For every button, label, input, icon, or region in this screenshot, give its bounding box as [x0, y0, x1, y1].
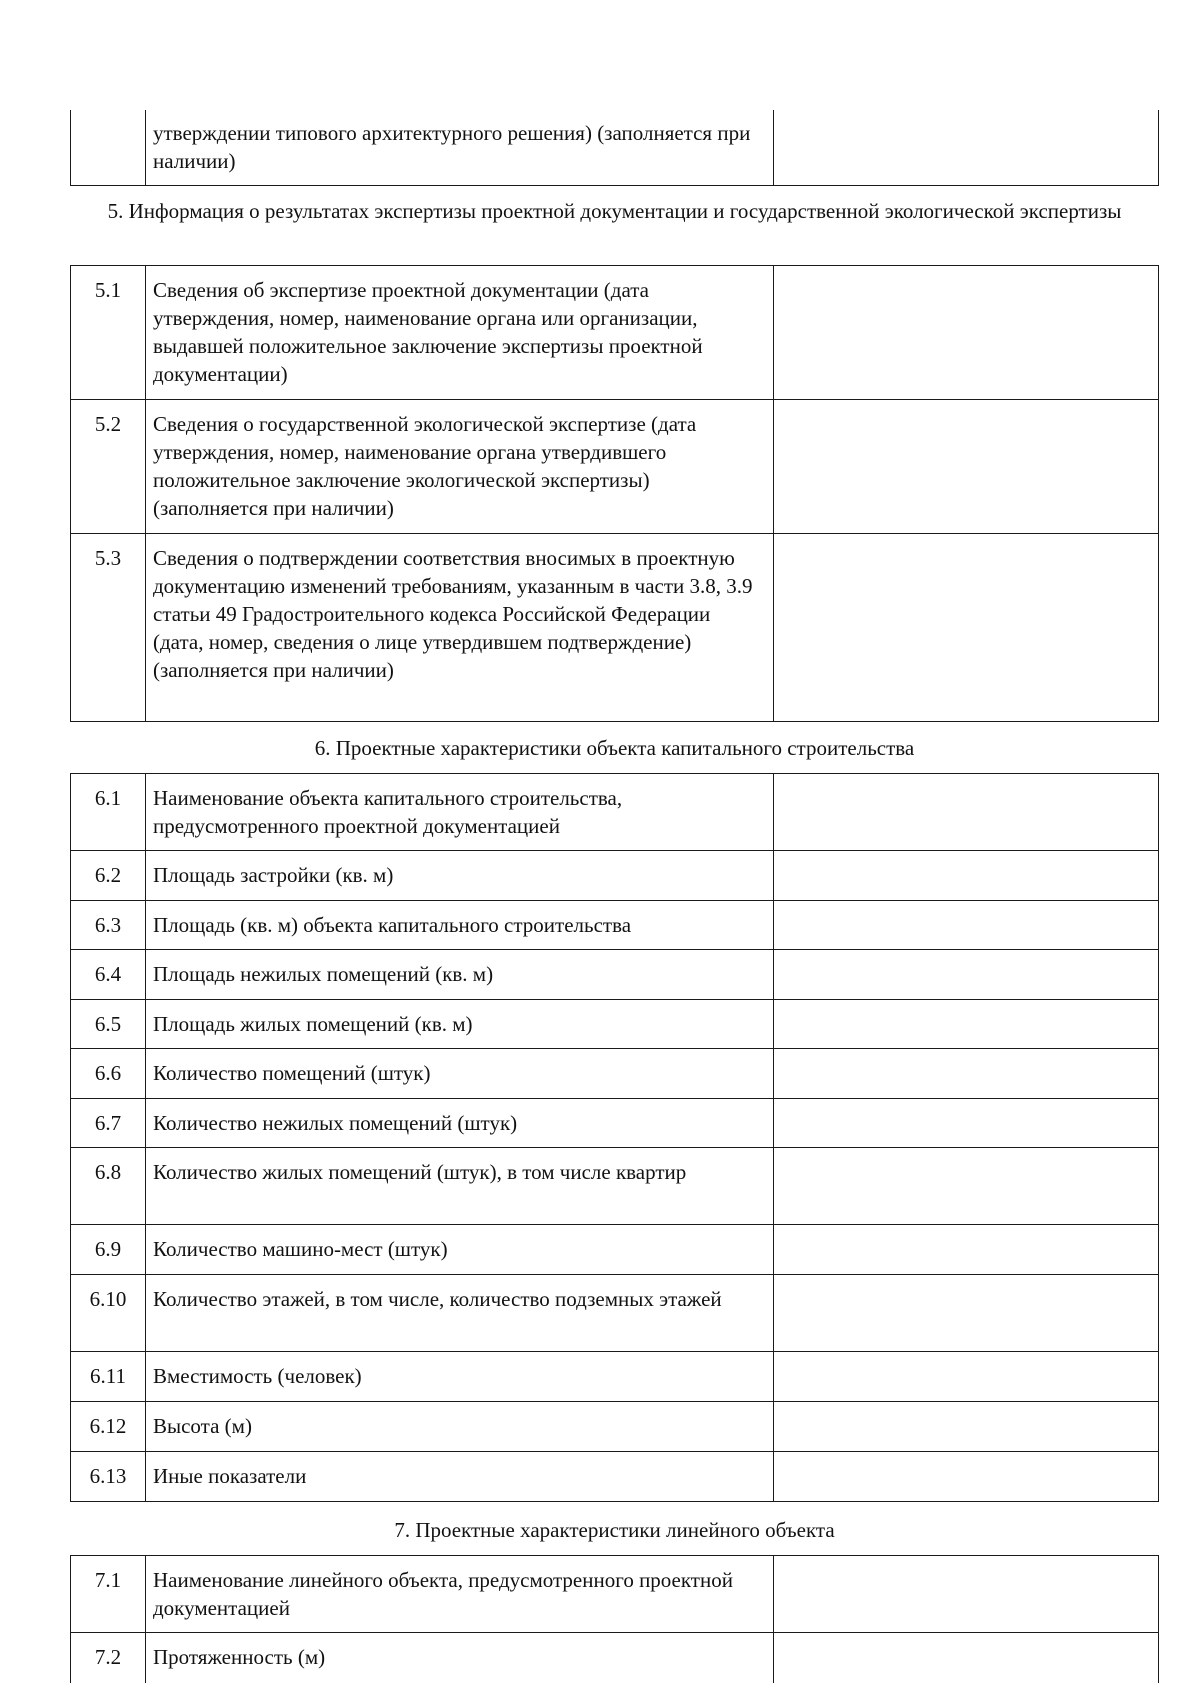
row-number: 6.11 — [71, 1352, 146, 1402]
row-description: Протяженность (м) — [146, 1633, 774, 1683]
table-row — [71, 1225, 1159, 1275]
row-value-cell — [774, 1402, 1159, 1452]
row-number: 7.1 — [71, 1556, 146, 1633]
row-value-cell — [774, 110, 1159, 186]
table-row — [71, 1049, 1159, 1099]
row-number: 5.1 — [71, 266, 146, 400]
row-number: 5.3 — [71, 534, 146, 722]
table-row — [71, 266, 1159, 400]
row-description: Площадь застройки (кв. м) — [146, 851, 774, 901]
row-value-cell — [774, 1633, 1159, 1683]
section-5-table — [70, 265, 1159, 722]
row-number: 6.8 — [71, 1148, 146, 1225]
row-value-cell — [774, 1099, 1159, 1148]
row-description: Сведения об экспертизе проектной документации (дата утверждения, номер, наименование органа или организации, выдавшей положительное заключение экспертизы проектной документации) — [146, 266, 774, 400]
table-row — [71, 1633, 1159, 1683]
row-description: Площадь жилых помещений (кв. м) — [146, 1000, 774, 1049]
row-description: Количество этажей, в том числе, количество подземных этажей — [146, 1275, 774, 1352]
row-number: 6.5 — [71, 1000, 146, 1049]
row-description: Сведения о государственной экологической экспертизе (дата утверждения, номер, наименование органа утвердившего положительное заключение экологической экспертизы) (заполняется при наличии) — [146, 400, 774, 534]
table-row — [71, 851, 1159, 901]
row-description: Количество машино-мест (штук) — [146, 1225, 774, 1275]
row-description: Высота (м) — [146, 1402, 774, 1452]
row-value-cell — [774, 1148, 1159, 1225]
row-value-cell — [774, 1352, 1159, 1402]
row-value-cell — [774, 1556, 1159, 1633]
row-value-cell — [774, 1275, 1159, 1352]
table-row — [71, 1000, 1159, 1049]
table-row — [71, 1275, 1159, 1352]
row-number: 6.6 — [71, 1049, 146, 1099]
row-value-cell — [774, 774, 1159, 851]
row-number: 6.10 — [71, 1275, 146, 1352]
row-number: 6.1 — [71, 774, 146, 851]
table-row — [71, 400, 1159, 534]
row-description: Вместимость (человек) — [146, 1352, 774, 1402]
row-number: 6.2 — [71, 851, 146, 901]
table-row — [71, 901, 1159, 950]
row-description: Количество жилых помещений (штук), в том числе квартир — [146, 1148, 774, 1225]
row-description: Иные показатели — [146, 1452, 774, 1502]
row-value-cell — [774, 1225, 1159, 1275]
row-description: Площадь (кв. м) объекта капитального строительства — [146, 901, 774, 950]
row-number — [71, 110, 146, 186]
row-number: 6.13 — [71, 1452, 146, 1502]
row-number: 6.9 — [71, 1225, 146, 1275]
row-description: Площадь нежилых помещений (кв. м) — [146, 950, 774, 1000]
row-description: Количество помещений (штук) — [146, 1049, 774, 1099]
section-7-table — [70, 1555, 1159, 1683]
table-row — [71, 1402, 1159, 1452]
table-row — [71, 950, 1159, 1000]
row-value-cell — [774, 266, 1159, 400]
section-6-table — [70, 773, 1159, 1502]
row-value-cell — [774, 950, 1159, 1000]
table-row — [71, 1452, 1159, 1502]
row-value-cell — [774, 1452, 1159, 1502]
row-value-cell — [774, 1049, 1159, 1099]
row-description: Наименование линейного объекта, предусмотренного проектной документацией — [146, 1556, 774, 1633]
table-row — [71, 774, 1159, 851]
row-number: 6.4 — [71, 950, 146, 1000]
section-5-title: 5. Информация о результатах экспертизы проектной документации и государственной экологической экспертизы — [107, 199, 1122, 223]
row-description: Количество нежилых помещений (штук) — [146, 1099, 774, 1148]
row-number: 6.7 — [71, 1099, 146, 1148]
table-row — [71, 1556, 1159, 1633]
row-number: 6.12 — [71, 1402, 146, 1452]
row-number: 7.2 — [71, 1633, 146, 1683]
section-7-title: 7. Проектные характеристики линейного объекта — [394, 1518, 835, 1542]
section-4-table — [70, 110, 1159, 186]
row-value-cell — [774, 400, 1159, 534]
row-value-cell — [774, 851, 1159, 901]
table-row — [71, 1352, 1159, 1402]
table-row — [71, 1148, 1159, 1225]
table-row — [71, 110, 1159, 186]
row-description: утверждении типового архитектурного решения) (заполняется при наличии) — [146, 110, 774, 186]
row-value-cell — [774, 901, 1159, 950]
row-value-cell — [774, 534, 1159, 722]
row-number: 6.3 — [71, 901, 146, 950]
row-description: Наименование объекта капитального строительства, предусмотренного проектной документацией — [146, 774, 774, 851]
section-6-title: 6. Проектные характеристики объекта капитального строительства — [314, 736, 915, 760]
table-row — [71, 534, 1159, 722]
table-row — [71, 1099, 1159, 1148]
row-description: Сведения о подтверждении соответствия вносимых в проектную документацию изменений требованиям, указанным в части 3.8, 3.9 статьи 49 Градостроительного кодекса Российской Федерации (дата, номер, сведения о лице утвердившем подтверждение) (заполняется при наличии) — [146, 534, 774, 722]
row-value-cell — [774, 1000, 1159, 1049]
row-number: 5.2 — [71, 400, 146, 534]
